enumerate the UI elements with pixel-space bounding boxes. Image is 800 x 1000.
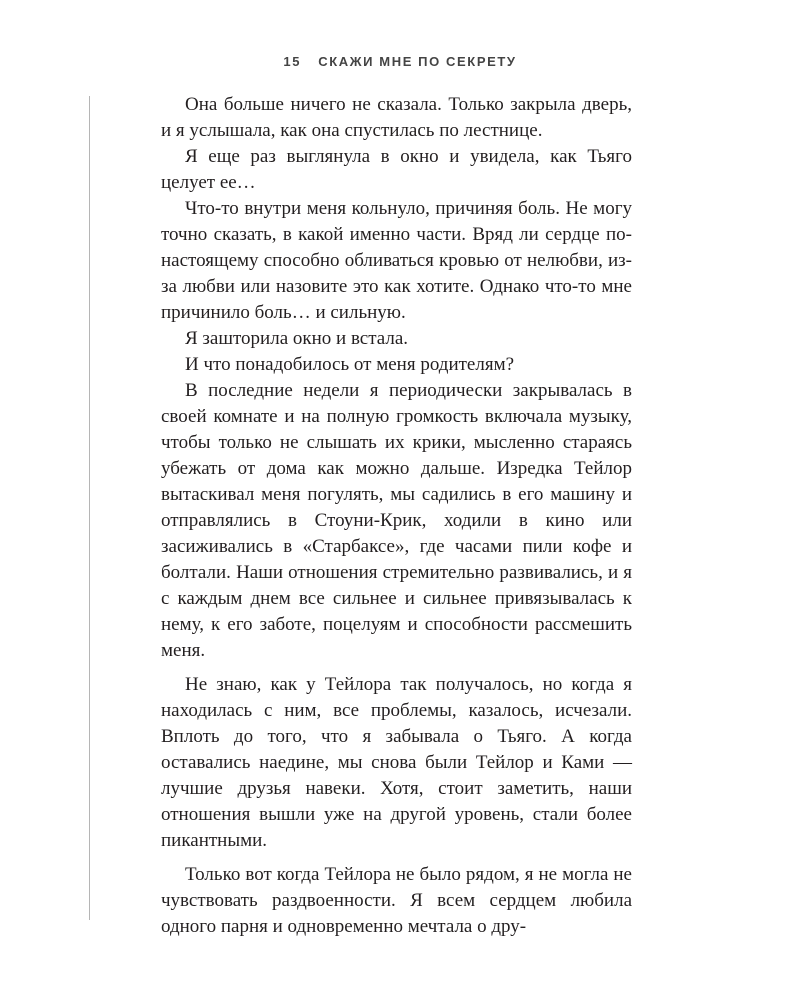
- body-text: [161, 92, 632, 940]
- paragraph: И что понадобилось от меня родителям?: [185, 354, 515, 375]
- paragraph: Что-то внутри меня кольнуло, причиняя боль. Не могу точно сказать, в какой именно части. Вряд ли сердце по-настоящему способно обливаться кровью от нелюбви, из-за любви или назовите это как хотите. Однако что-то мне причинило боль… и сильную.: [161, 198, 632, 323]
- page-number: 15: [283, 54, 302, 69]
- margin-rule: [89, 96, 90, 920]
- running-head: [0, 54, 800, 69]
- paragraph: Не знаю, как у Тейлора так получалось, но когда я находилась с ним, все проблемы, казалось, исчезали. Вплоть до того, что я забывала о Тьяго. А когда оставались наедине, мы снова были Тейлор и Ками — лучшие друзья навеки. Хотя, стоит заметить, наши отношения вышли уже на другой уровень, стали более пикантными.: [161, 674, 632, 851]
- paragraph: Она больше ничего не сказала. Только закрыла дверь, и я услышала, как она спустилась по лестнице.: [161, 94, 632, 141]
- paragraph: Только вот когда Тейлора не было рядом, я не могла не чувствовать раздвоенности. Я всем сердцем любила одного парня и одновременно мечтала о дру-: [161, 864, 632, 937]
- paragraph: Я зашторила окно и встала.: [185, 328, 409, 349]
- paragraph: В последние недели я периодически закрывалась в своей комнате и на полную громкость включала музыку, чтобы только не слышать их крики, мысленно стараясь убежать от дома как можно дальше. Изредка Тейлор вытаскивал меня погулять, мы садились в его машину и отправлялись в Стоуни-Крик, ходили в кино или засиживались в «Старбаксе», где часами пили кофе и болтали. Наши отношения стремительно развивались, и я с каждым днем все сильнее и сильнее привязывалась к нему, к его заботе, поцелуям и способности рассмешить меня.: [161, 380, 632, 661]
- chapter-title: СКАЖИ МНЕ ПО СЕКРЕТУ: [318, 54, 517, 69]
- paragraph: Я еще раз выглянула в окно и увидела, как Тьяго целует ее…: [161, 146, 632, 193]
